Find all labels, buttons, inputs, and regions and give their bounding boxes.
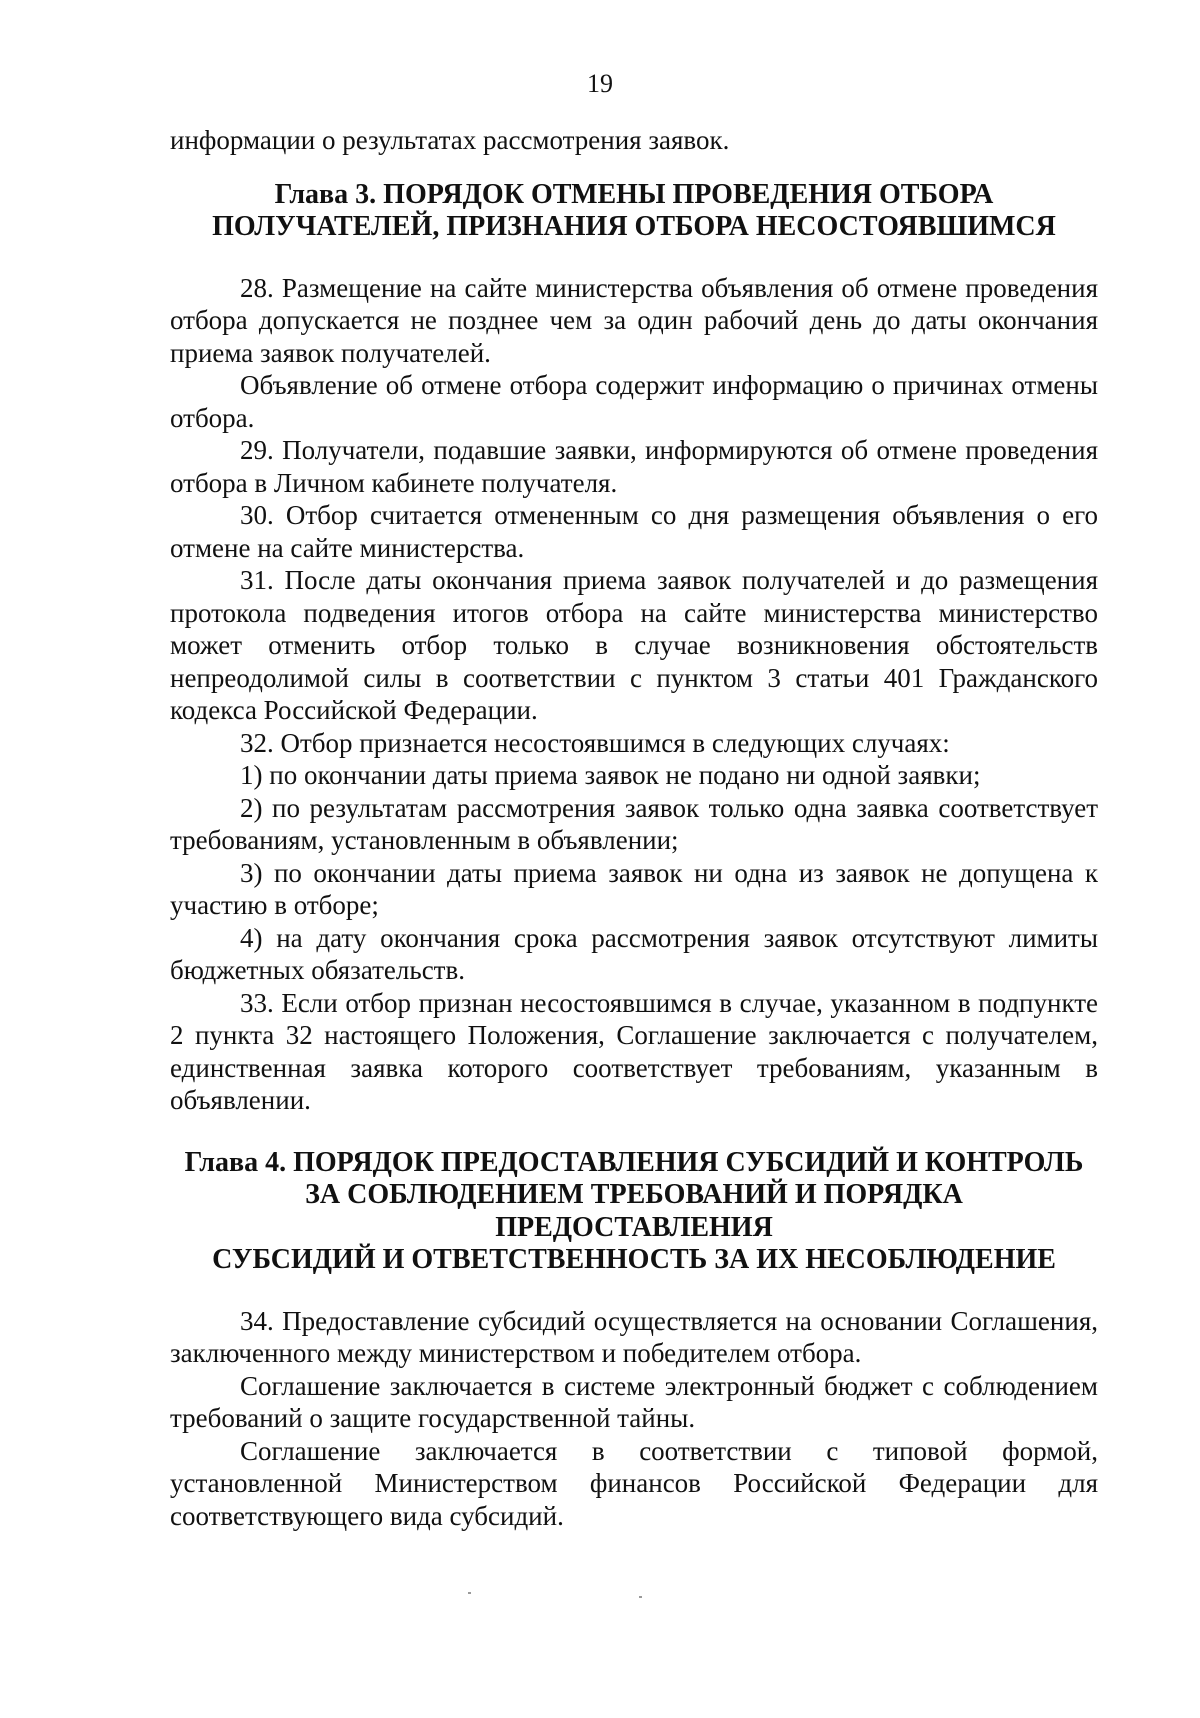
list-item-32-1: 1) по окончании даты приема заявок не подано ни одной заявки; (240, 760, 981, 790)
chapter-4-heading-line: Глава 4. ПОРЯДОК ПРЕДОСТАВЛЕНИЯ СУБСИДИЙ И КОНТРОЛЬ (184, 1146, 1084, 1178)
paragraph-34-system: Соглашение заключается в системе электронный бюджет с соблюдением требований о защите государственной тайны. (170, 1370, 1098, 1433)
paragraph-33: 33. Если отбор признан несостоявшимся в случае, указанном в подпункте 2 пункта 32 настоящего Положения, Соглашение заключается с получателем, единственная заявка которого соответствует требованиям, указанным в объявлении. (170, 987, 1098, 1115)
paragraph-28-notice: Объявление об отмене отбора содержит информацию о причинах отмены отбора. (170, 370, 1098, 433)
chapter-3-heading-line: Глава 3. ПОРЯДОК ОТМЕНЫ ПРОВЕДЕНИЯ ОТБОРА (274, 178, 994, 210)
scan-speck (639, 1596, 642, 1598)
paragraph-28: 28. Размещение на сайте министерства объявления об отмене проведения отбора допускается не позднее чем за один рабочий день до даты окончания приема заявок получателей. (170, 272, 1098, 368)
chapter-3-heading (170, 179, 1098, 244)
chapter-4-heading-line: СУБСИДИЙ И ОТВЕТСТВЕННОСТЬ ЗА ИХ НЕСОБЛЮДЕНИЕ (212, 1244, 1056, 1275)
list-item-32-3: 3) по окончании даты приема заявок ни одна из заявок не допущена к участию в отборе; (170, 857, 1098, 920)
paragraph-30: 30. Отбор считается отмененным со дня размещения объявления о его отмене на сайте министерства. (170, 500, 1098, 563)
chapter-4-heading (170, 1147, 1098, 1277)
document-body (170, 124, 1098, 1532)
chapter-3-heading-line: ПОЛУЧАТЕЛЕЙ, ПРИЗНАНИЯ ОТБОРА НЕСОСТОЯВШИМСЯ (212, 211, 1056, 242)
scan-speck (468, 1592, 471, 1594)
list-item-32-4: 4) на дату окончания срока рассмотрения заявок отсутствуют лимиты бюджетных обязательств. (170, 922, 1098, 985)
list-item-32-2: 2) по результатам рассмотрения заявок только одна заявка соответствует требованиям, установленным в объявлении; (170, 792, 1098, 855)
paragraph-32: 32. Отбор признается несостоявшимся в следующих случаях: (240, 727, 950, 758)
paragraph-29: 29. Получатели, подавшие заявки, информируются об отмене проведения отбора в Личном кабинете получателя. (170, 435, 1098, 498)
paragraph-34: 34. Предоставление субсидий осуществляется на основании Соглашения, заключенного между министерством и победителем отбора. (170, 1305, 1098, 1368)
chapter-4-heading-line: ЗА СОБЛЮДЕНИЕМ ТРЕБОВАНИЙ И ПОРЯДКА ПРЕДОСТАВЛЕНИЯ (305, 1179, 963, 1243)
page-number: 19 (587, 69, 613, 98)
paragraph-31: 31. После даты окончания приема заявок получателей и до размещения протокола подведения итогов отбора на сайте министерства министерство может отменить отбор только в случае возникновения обстоятельств непреодолимой силы в соответствии с пунктом 3 статьи 401 Гражданского кодекса Российской Федерации. (170, 565, 1098, 725)
paragraph-continuation: информации о результатах рассмотрения заявок. (170, 125, 730, 155)
paragraph-34-form: Соглашение заключается в соответствии с типовой формой, установленной Министерством финансов Российской Федерации для соответствующего вида субсидий. (170, 1435, 1098, 1531)
